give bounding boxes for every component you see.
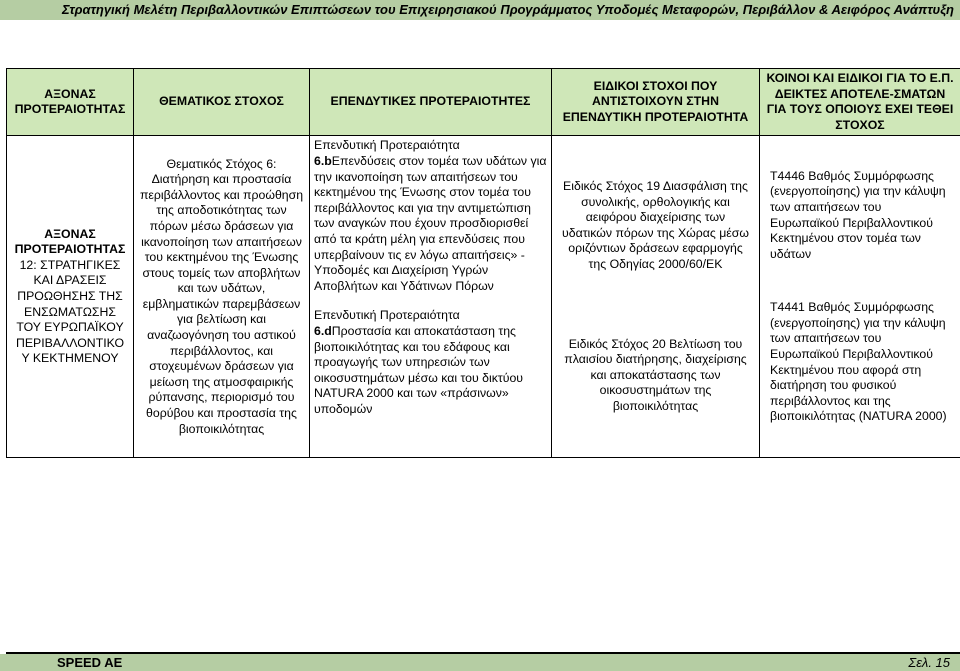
priorities-table <box>6 68 960 458</box>
thematic-objective-text: Διατήρηση και προστασία περιβάλλοντος και προώθηση της αποδοτικότητας των πόρων μέσω δράσεων για ικανοποίηση των απαιτήσεων του κεκτημένου της Ένωσης στους τομείς των αποβλήτων και των υδάτων, εμβληματικών παρεμβάσεων για βελτίωση και αναζωογόνηση του αστικού περιβάλλοντος, και στοχευμένων δράσεων για μείωση της ατμοσφαιρικής ρύπανσης, περιορισμό του θορύβου και προστασία της βιοποικιλότητας <box>139 172 304 436</box>
specific-objective-item <box>562 337 749 415</box>
header-investment-priorities: ΕΠΕΝΔΥΤΙΚΕΣ ΠΡΟΤΕΡΑΙΟΤΗΤΕΣ <box>310 69 552 136</box>
result-indicator-item: Τ4446 Βαθμός Συμμόρφωσης (ενεργοποίησης) για την κάλυψη των απαιτήσεων του Ευρωπαϊκού Περιβαλλοντικού Κεκτημένου στον τομέα των υδάτων <box>770 168 946 261</box>
specific-objective-label: Ειδικός Στόχος 20 <box>568 336 666 351</box>
table-header-row <box>7 69 960 136</box>
investment-priority-item <box>314 138 547 294</box>
result-indicators-cell <box>760 136 960 458</box>
thematic-objective-cell <box>134 136 310 458</box>
investment-priority-label: Επενδυτική Προτεραιότητα <box>314 138 460 153</box>
table-row <box>7 136 960 458</box>
header-axis: ΑΞΟΝΑΣ ΠΡΟΤΕΡΑΙΟΤΗΤΑΣ <box>7 69 134 136</box>
investment-priority-text: Προστασία και αποκατάσταση της βιοποικιλότητας και του εδάφους και προαγωγής των υπηρεσιών των οικοσυστημάτων μέσω και του δικτύου NATURA 2000 και των «πράσινων» υποδομών <box>314 323 524 416</box>
axis-cell <box>7 136 134 458</box>
document-footer <box>0 654 960 671</box>
investment-priority-code: 6.d <box>314 323 332 338</box>
specific-objectives-cell <box>552 136 760 458</box>
axis-text: 12: ΣΤΡΑΤΗΓΙΚΕΣ ΚΑΙ ΔΡΑΣΕΙΣ ΠΡΟΩΘΗΣΗΣ ΤΗΣ ΕΝΣΩΜΑΤΩΣΗΣ ΤΟΥ ΕΥΡΩΠΑΪΚΟΥ ΠΕΡΙΒΑΛΛΟΝΤΙΚΟ Υ ΚΕΚΤΗΜΕΝΟΥ <box>15 257 125 366</box>
investment-priority-item <box>314 308 547 417</box>
specific-objective-item <box>562 179 749 273</box>
investment-priority-label: Επενδυτική Προτεραιότητα <box>314 308 460 323</box>
specific-objective-label: Ειδικός Στόχος 19 <box>563 179 661 194</box>
header-specific-objectives: ΕΙΔΙΚΟΙ ΣΤΟΧΟΙ ΠΟΥ ΑΝΤΙΣΤΟΙΧΟΥΝ ΣΤΗΝ ΕΠΕΝΔΥΤΙΚΗ ΠΡΟΤΕΡΑΙΟΤΗΤΑ <box>552 69 760 136</box>
axis-title: ΑΞΟΝΑΣ ΠΡΟΤΕΡΑΙΟΤΗΤΑΣ <box>14 226 126 257</box>
specific-objective-text: Βελτίωση του πλαισίου διατήρησης, διαχείρισης και αποκατάστασης των οικοσυστημάτων της βιοποικιλότητας <box>564 336 747 414</box>
result-indicator-item: Τ4441 Βαθμός Συμμόρφωσης (ενεργοποίησης) για την κάλυψη των απαιτήσεων του Ευρωπαϊκού Περιβαλλοντικού Κεκτημένου που αφορά στη διατήρηση του φυσικού περιβάλλοντος και της βιοποικιλότητας (NATURA 2000) <box>770 300 947 424</box>
specific-objective-text: Διασφάλιση της συνολικής, ορθολογικής και αειφόρου διαχείρισης των υδατικών πόρων της Χώρας μέσω οριζόντιων δράσεων εφαρμογής της Οδηγίας 2000/60/ΕΚ <box>562 179 749 272</box>
investment-priority-code: 6.b <box>314 153 332 168</box>
footer-company: SPEED AE <box>57 655 123 670</box>
document-header-bar <box>0 0 960 20</box>
document-title: Στρατηγική Μελέτη Περιβαλλοντικών Επιπτώσεων του Επιχειρησιακού Προγράμματος Υποδομές Μεταφορών, Περιβάλλον & Αειφόρος Ανάπτυξη <box>61 2 954 17</box>
header-thematic-objective: ΘΕΜΑΤΙΚΟΣ ΣΤΟΧΟΣ <box>134 69 310 136</box>
thematic-objective-title: Θεματικός Στόχος 6: <box>166 156 277 171</box>
footer-page-number: Σελ. 15 <box>908 655 950 670</box>
header-result-indicators: ΚΟΙΝΟΙ ΚΑΙ ΕΙΔΙΚΟΙ ΓΙΑ ΤΟ Ε.Π. ΔΕΙΚΤΕΣ ΑΠΟΤΕΛΕ-ΣΜΑΤΩΝ ΓΙΑ ΤΟΥΣ ΟΠΟΙΟΥΣ ΕΧΕΙ ΤΕΘΕΙ ΣΤΟΧΟΣ <box>760 69 960 136</box>
investment-priorities-cell <box>310 136 552 458</box>
investment-priority-text: Επενδύσεις στον τομέα των υδάτων για την ικανοποίηση των απαιτήσεων του κεκτημένου της Ένωσης στον τομέα του περιβάλλοντος και για την αντιμετώπιση των αναγκών που έχουν προσδιορισθεί από τα κράτη μέλη για επενδύσεις που υπερβαίνουν τις εν λόγω απαιτήσεις» - Υποδομές και Διαχείριση Υγρών Αποβλήτων και Υδάτινων Πόρων <box>314 153 547 293</box>
